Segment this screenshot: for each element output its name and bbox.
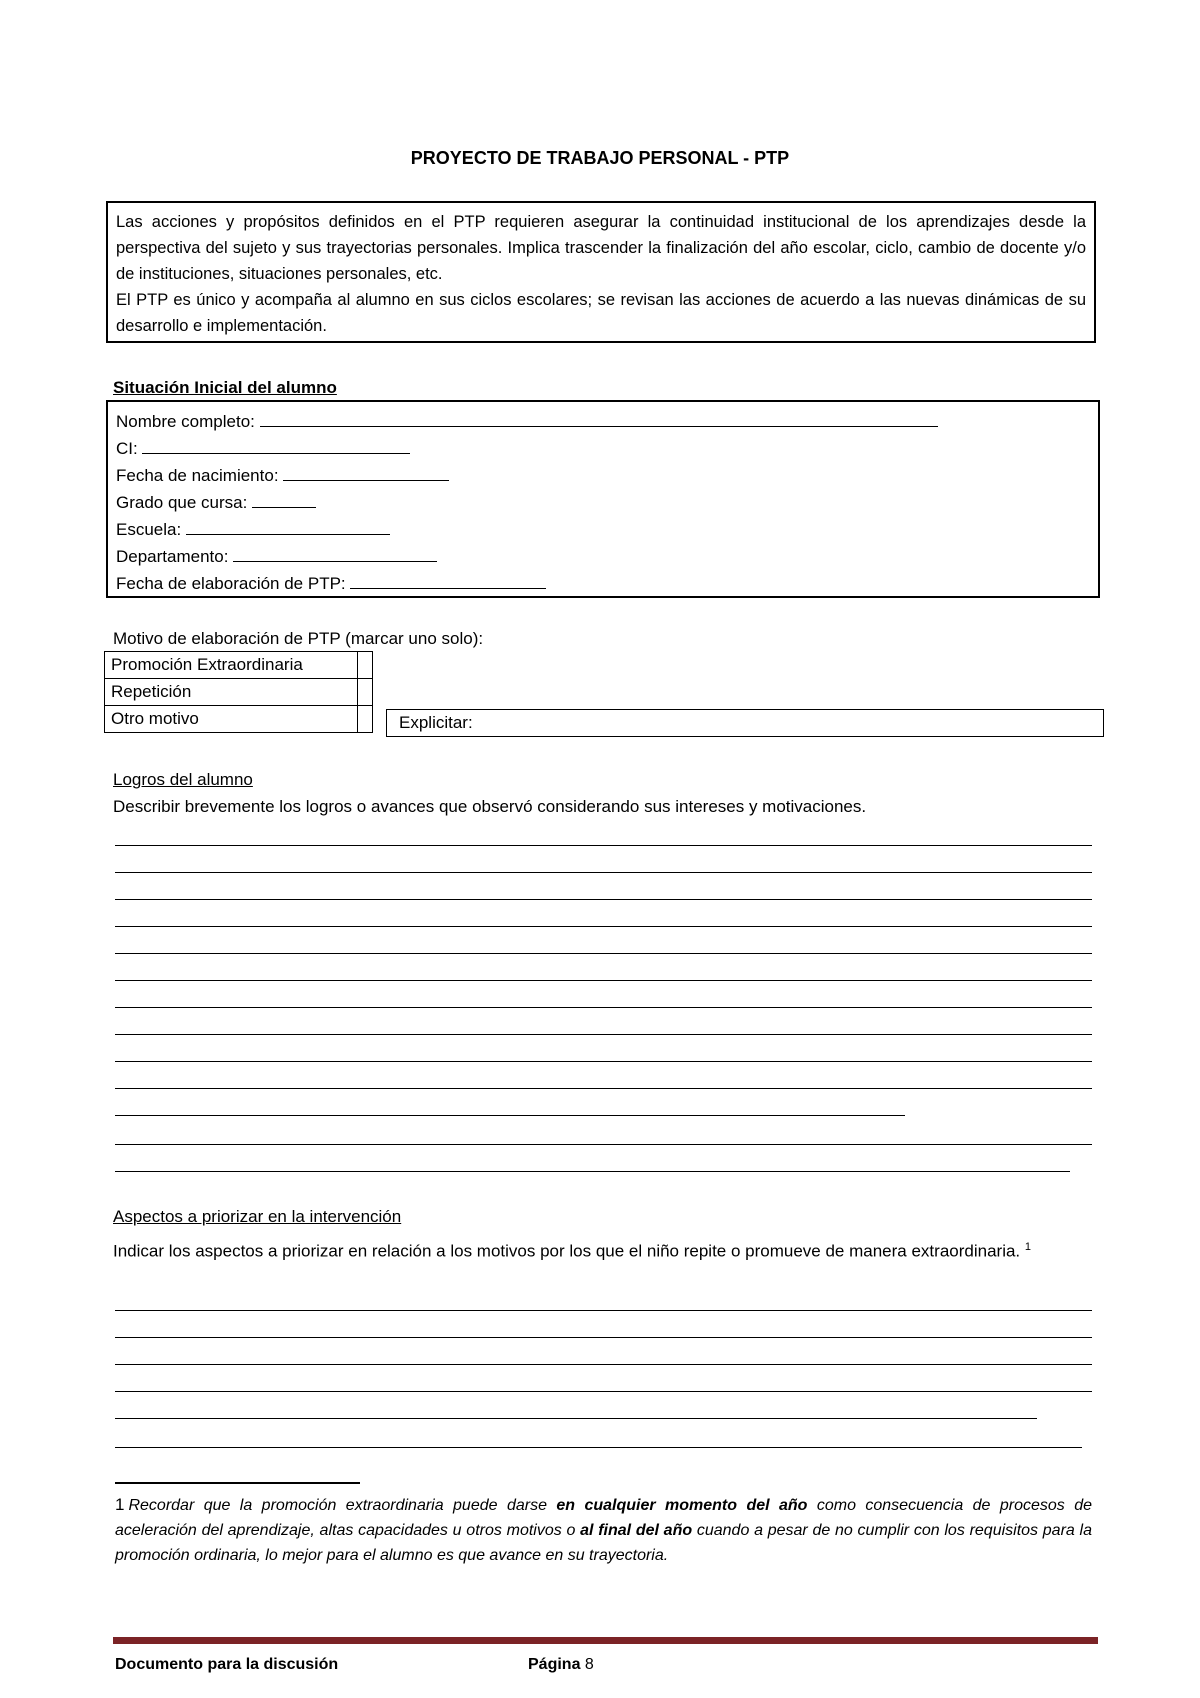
explicitar-field[interactable] — [386, 709, 1104, 737]
motivo-row — [105, 652, 386, 679]
field-label: Nombre completo: — [116, 412, 255, 431]
logros-instruction: Describir brevemente los logros o avances que observó considerando sus intereses y motivaciones. — [113, 797, 867, 816]
field-label: Escuela: — [116, 520, 182, 539]
escuela-blank[interactable] — [186, 514, 390, 535]
logros-write-line[interactable] — [115, 1034, 1092, 1035]
fecha-elaboracion-blank[interactable] — [350, 568, 546, 589]
footnote-ref[interactable]: 1 — [1024, 1241, 1032, 1253]
field-label: Fecha de nacimiento: — [116, 466, 279, 485]
logros-write-line[interactable] — [115, 1088, 1092, 1089]
field-ci[interactable] — [116, 433, 1090, 460]
logros-write-line[interactable] — [115, 1115, 905, 1116]
footnote-number: 1 — [115, 1495, 125, 1514]
motivo-table — [104, 651, 386, 733]
footnote-text-b: como consecuencia de procesos de aceleración del aprendizaje, altas capacidades u otros motivos o — [115, 1497, 1092, 1539]
field-label: CI: — [116, 439, 138, 458]
footnote-bold-b: al final del año — [580, 1522, 693, 1539]
logros-write-line[interactable] — [115, 1171, 1070, 1172]
field-fecha-elaboracion[interactable] — [116, 568, 1090, 595]
aspectos-instruction-text: Indicar los aspectos a priorizar en relación a los motivos por los que el niño repite o promueve de manera extraordinaria. — [113, 1241, 1021, 1261]
aspectos-write-line[interactable] — [115, 1447, 1082, 1448]
motivo-checkbox-repeticion[interactable] — [358, 679, 373, 706]
aspectos-write-line[interactable] — [115, 1391, 1092, 1392]
motivo-option-label: Otro motivo — [105, 706, 358, 733]
aspectos-write-line[interactable] — [115, 1310, 1092, 1311]
field-label: Fecha de elaboración de PTP: — [116, 574, 346, 593]
fecha-nacimiento-blank[interactable] — [283, 460, 449, 481]
motivo-heading: Motivo de elaboración de PTP (marcar uno solo): — [113, 629, 484, 648]
field-fecha-nacimiento[interactable] — [116, 460, 1090, 487]
departamento-blank[interactable] — [233, 541, 437, 562]
motivo-checkbox-promocion[interactable] — [358, 652, 373, 679]
motivo-checkbox-otro[interactable] — [358, 706, 373, 733]
logros-write-line[interactable] — [115, 899, 1092, 900]
field-nombre[interactable] — [116, 406, 1090, 433]
motivo-spacer — [373, 679, 386, 706]
aspectos-heading: Aspectos a priorizar en la intervención — [113, 1207, 402, 1226]
field-escuela[interactable] — [116, 514, 1090, 541]
footnote-separator — [115, 1482, 360, 1484]
motivo-option-label: Repetición — [105, 679, 358, 706]
footer-page-number: 8 — [584, 1656, 594, 1673]
ci-blank[interactable] — [142, 433, 410, 454]
footnote-text-c: cuando a pesar de no cumplir con los requisitos para la promoción ordinaria, lo mejor para el alumno es que avance en su trayectoria. — [115, 1522, 1092, 1564]
footer-document-label: Documento para la discusión — [115, 1656, 339, 1673]
grado-blank[interactable] — [252, 487, 316, 508]
field-label: Departamento: — [116, 547, 229, 566]
footnote-text-a: Recordar que la promoción extraordinaria puede darse — [128, 1497, 557, 1514]
logros-write-line[interactable] — [115, 953, 1092, 954]
field-label: Grado que cursa: — [116, 493, 248, 512]
intro-paragraph-1: Las acciones y propósitos definidos en el PTP requieren asegurar la continuidad institucional de los aprendizajes desde la perspectiva del sujeto y sus trayectorias personales. Implica trascender la finalización del año escolar, ciclo, cambio de docente y/o de instituciones, situaciones personales, etc. — [116, 213, 1086, 283]
motivo-spacer — [373, 706, 386, 733]
logros-write-line[interactable] — [115, 1144, 1092, 1145]
aspectos-write-line[interactable] — [115, 1418, 1037, 1419]
footer-page-label: Página — [528, 1656, 581, 1673]
logros-write-line[interactable] — [115, 1061, 1092, 1062]
student-info-box — [106, 400, 1100, 598]
field-departamento[interactable] — [116, 541, 1090, 568]
document-title: PROYECTO DE TRABAJO PERSONAL - PTP — [410, 148, 790, 168]
explicitar-label: Explicitar: — [399, 713, 473, 732]
aspectos-instruction — [113, 1234, 1090, 1265]
intro-box — [106, 201, 1096, 343]
logros-heading: Logros del alumno — [113, 770, 253, 789]
aspectos-write-line[interactable] — [115, 1337, 1092, 1338]
logros-write-line[interactable] — [115, 1007, 1092, 1008]
motivo-option-label: Promoción Extraordinaria — [105, 652, 358, 679]
situacion-heading: Situación Inicial del alumno — [113, 378, 337, 397]
intro-paragraph-2: El PTP es único y acompaña al alumno en sus ciclos escolares; se revisan las acciones de acuerdo a las nuevas dinámicas de su desarrollo e implementación. — [116, 291, 1086, 335]
aspectos-write-line[interactable] — [115, 1364, 1092, 1365]
motivo-row — [105, 706, 386, 733]
nombre-blank[interactable] — [260, 406, 938, 427]
logros-write-line[interactable] — [115, 845, 1092, 846]
footer-rule — [113, 1637, 1098, 1644]
logros-write-line[interactable] — [115, 926, 1092, 927]
motivo-row — [105, 679, 386, 706]
motivo-spacer — [373, 652, 386, 679]
footnote-bold-a: en cualquier momento del año — [556, 1497, 808, 1514]
field-grado[interactable] — [116, 487, 1090, 514]
logros-write-line[interactable] — [115, 980, 1092, 981]
footer-page — [528, 1656, 594, 1674]
logros-write-line[interactable] — [115, 872, 1092, 873]
footnote — [115, 1492, 1092, 1568]
